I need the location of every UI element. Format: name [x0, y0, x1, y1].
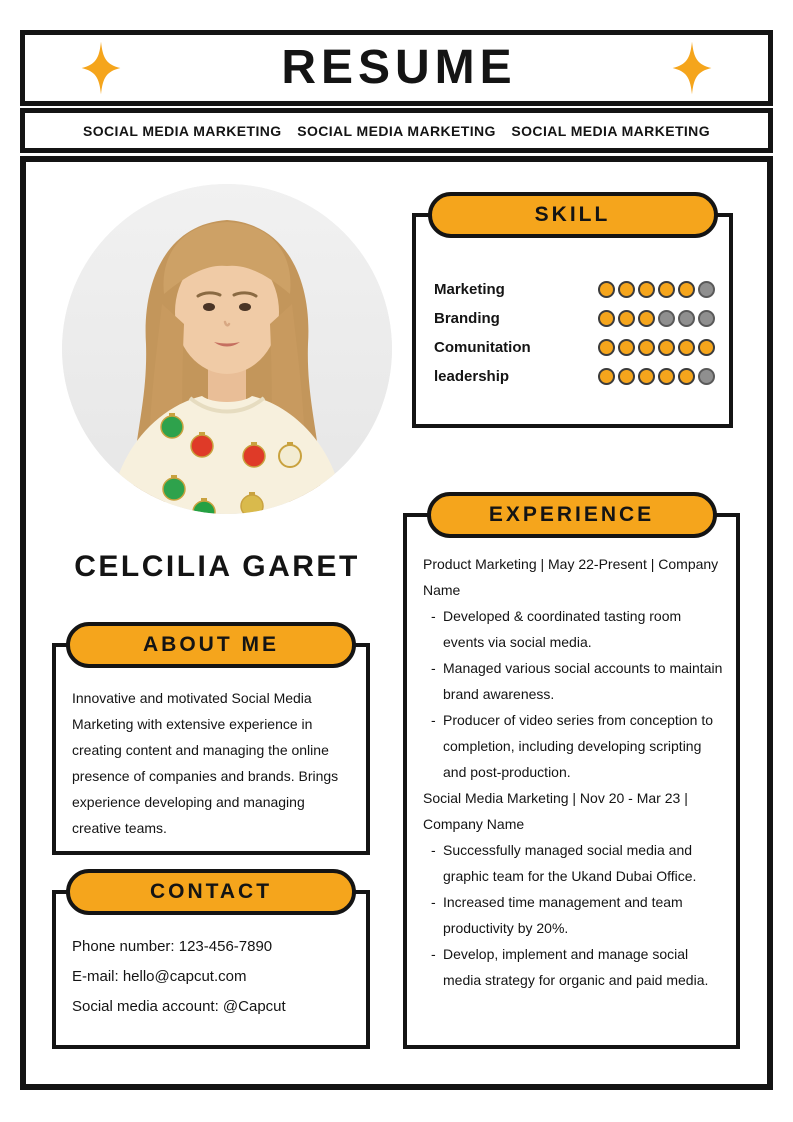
- job-bullet: [423, 707, 724, 785]
- about-heading: ABOUT ME: [66, 622, 356, 668]
- skill-dot: [678, 310, 695, 327]
- skill-dot: [678, 281, 695, 298]
- bullet-marker: -: [431, 894, 436, 910]
- skill-dot: [638, 368, 655, 385]
- skill-rating: [598, 339, 715, 356]
- skill-dot: [598, 281, 615, 298]
- skill-row: [434, 362, 715, 391]
- job-bullet: [423, 655, 724, 707]
- skill-dot: [698, 368, 715, 385]
- bullet-marker: -: [431, 842, 436, 858]
- contact-phone: Phone number: 123-456-7890: [72, 938, 273, 955]
- profile-photo: [62, 184, 392, 514]
- portrait-illustration: [62, 184, 392, 514]
- skill-row: [434, 304, 715, 333]
- skill-dot: [698, 339, 715, 356]
- bullet-text: Increased time management and team productivity by 20%.: [443, 894, 683, 936]
- skill-label: Branding: [434, 310, 500, 327]
- skill-heading: SKILL: [428, 192, 718, 238]
- bullet-text: Producer of video series from conception to completion, including developing scripting and post-production.: [443, 712, 714, 780]
- skill-dot: [698, 310, 715, 327]
- person-name: CELCILIA GARET: [74, 550, 360, 583]
- contact-email: E-mail: hello@capcut.com: [72, 968, 247, 985]
- about-section: [52, 633, 370, 855]
- contact-heading: CONTACT: [66, 869, 356, 915]
- skill-label: Marketing: [434, 281, 505, 298]
- subtitle-band: [20, 108, 773, 153]
- skill-dot: [658, 368, 675, 385]
- skill-dot: [638, 310, 655, 327]
- band-item: SOCIAL MEDIA MARKETING: [297, 122, 496, 139]
- skill-section: [412, 203, 733, 428]
- skill-dot: [618, 339, 635, 356]
- skill-dot: [598, 310, 615, 327]
- skill-label: Comunitation: [434, 339, 531, 356]
- contact-section: [52, 880, 370, 1049]
- job-bullet: [423, 603, 724, 655]
- skill-dot: [618, 368, 635, 385]
- skill-dot: [598, 339, 615, 356]
- skill-dot: [618, 310, 635, 327]
- job-bullet: [423, 889, 724, 941]
- bullet-marker: -: [431, 608, 436, 624]
- job-title: Product Marketing | May 22-Present | Company Name: [423, 556, 719, 598]
- skill-dot: [638, 281, 655, 298]
- experience-body: [407, 517, 736, 993]
- skill-rating: [598, 281, 715, 298]
- about-text: Innovative and motivated Social Media Marketing with extensive experience in creating content and managing the online presence of companies and brands. Brings experience developing and managing creative teams.: [72, 690, 339, 836]
- sparkle-star-icon: [79, 40, 123, 96]
- job-title: Social Media Marketing | Nov 20 - Mar 23 | Company Name: [423, 790, 688, 832]
- skill-row: [434, 275, 715, 304]
- skill-dot: [598, 368, 615, 385]
- skill-rating: [598, 310, 715, 327]
- bullet-text: Developed & coordinated tasting room events via social media.: [443, 608, 682, 650]
- bullet-text: Managed various social accounts to maintain brand awareness.: [443, 660, 723, 702]
- skill-rating: [598, 368, 715, 385]
- main-content-frame: [20, 156, 773, 1090]
- experience-section: [403, 503, 740, 1049]
- experience-heading: EXPERIENCE: [427, 492, 717, 538]
- skill-dot: [618, 281, 635, 298]
- sparkle-star-icon: [670, 40, 714, 96]
- skill-list: [416, 217, 729, 391]
- skill-dot: [678, 339, 695, 356]
- bullet-marker: -: [431, 712, 436, 728]
- skill-dot: [638, 339, 655, 356]
- job-bullet: [423, 941, 724, 993]
- resume-header: [20, 30, 773, 106]
- skill-dot: [698, 281, 715, 298]
- job-bullet: [423, 837, 724, 889]
- page-title: RESUME: [281, 41, 517, 94]
- skill-dot: [658, 281, 675, 298]
- skill-dot: [678, 368, 695, 385]
- skill-dot: [658, 339, 675, 356]
- bullet-marker: -: [431, 660, 436, 676]
- skill-row: [434, 333, 715, 362]
- skill-label: leadership: [434, 368, 510, 385]
- skill-dot: [658, 310, 675, 327]
- bullet-marker: -: [431, 946, 436, 962]
- bullet-text: Successfully managed social media and graphic team for the Ukand Dubai Office.: [443, 842, 697, 884]
- band-item: SOCIAL MEDIA MARKETING: [511, 122, 710, 139]
- band-item: SOCIAL MEDIA MARKETING: [83, 122, 282, 139]
- contact-social: Social media account: @Capcut: [72, 998, 286, 1015]
- bullet-text: Develop, implement and manage social media strategy for organic and paid media.: [443, 946, 709, 988]
